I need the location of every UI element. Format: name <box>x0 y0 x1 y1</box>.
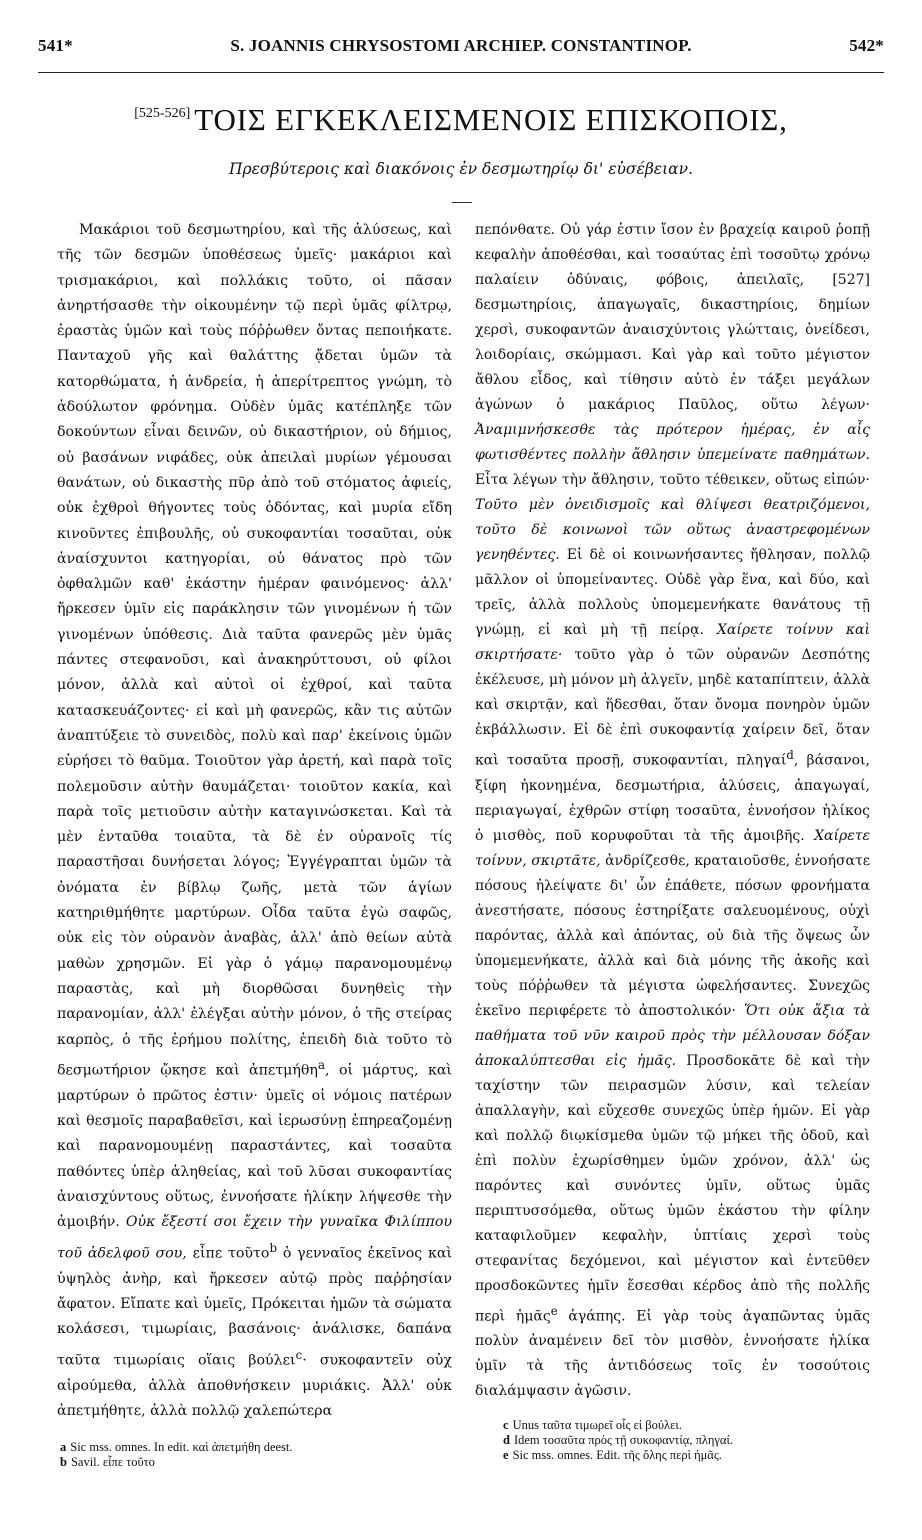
left-column <box>57 218 452 1424</box>
footnote-ref-c: c <box>295 1347 303 1362</box>
footnote-text: Unus ταῦτα τιμωρεῖ οἷς εἰ βούλει. <box>512 1418 682 1432</box>
footnote-ref-a: a <box>317 1057 325 1072</box>
right-text-3: Εἰ δὲ οἱ κοινωνήσαντες ἤθλησαν, πολλῷ μᾶλλον οἱ ὑπομείναντες. Οὐδὲ γὰρ ἕνα, καὶ δύο, καὶ τρεῖς, ἀλλὰ πολλοὺς ὑπομεμενήκατε θανάτους τῇ γνώμῃ, εἰ καὶ μὴ τῇ πείρᾳ. <box>475 547 870 638</box>
left-text-3: εἶπε τοῦτο <box>186 1245 270 1262</box>
footnote <box>503 1433 893 1448</box>
footnote-mark: e <box>503 1448 509 1462</box>
footnote-text: Sic mss. omnes. Edit. τῆς ὅλης περὶ ἡμᾶς. <box>512 1448 722 1462</box>
right-text-5: , βάσανοι, ξίφη ἠκονημένα, δεσμωτήρια, ἁλύσεις, ἀπαγωγαί, περιαγωγαί, ἐχθρῶν στίφη τοσαῦτα, ἐννοήσον ἡλίκος ὁ μισθὸς, ποῦ κορυφοῦται τὰ τῆς ἀμοιβῆς. <box>475 752 870 844</box>
left-text-5: · συκοφαντεῖν οὐχ αἱρούμεθα, ἀλλὰ ἀποθνήσκειν μυριάκις. Ἀλλ' οὐκ ἀπετμήθητε, ἀλλὰ πολλῷ χαλεπώτερα <box>57 1352 452 1419</box>
quote-matthew-5-12: Χαίρετε τοίνυν καὶ σκιρτήσατε· <box>475 622 870 663</box>
page-number-left: 541* <box>38 36 73 55</box>
right-column <box>475 218 870 1404</box>
quote-hebrews-10-33: Τοῦτο μὲν ὀνειδισμοῖς καὶ θλίψεσι θεατριζόμενοι, τοῦτο δὲ κοινωνοὶ τῶν οὕτως ἀναστρεφομένων γενηθέντες. <box>475 497 870 563</box>
footnote <box>60 1455 450 1470</box>
section-divider <box>452 202 472 203</box>
left-text-2: , οἱ μάρτυς, καὶ μαρτύρων ὁ πρῶτος ἐστιν· ὑμεῖς οἱ νόμοις πατέρων καὶ θεσμοῖς παραβαθεῖσι, καὶ ἱερωσύνῃ ἐπηρεαζομένῃ καὶ παρανομουμένῃ παραστάντες, καὶ τοσαῦτα παθόντες ὑπὲρ ἀληθείας, καὶ τοῦ λῦσαι συκοφαντίας ἀναισχύντους οὕτως, ἐννοήσατε ἡλίκην λήψεσθε τὴν ἀμοιβήν. <box>57 1062 452 1231</box>
footnote-mark: d <box>503 1433 510 1447</box>
quote-rejoice: Χαίρετε τοίνυν, σκιρτᾶτε, <box>475 827 870 869</box>
footnote-ref-b: b <box>269 1240 278 1255</box>
footnote-ref-e: e <box>550 1303 558 1318</box>
left-text-1: Μακάριοι τοῦ δεσμωτηρίου, καὶ τῆς ἁλύσεως, καὶ τῆς τῶν δεσμῶν ὑποθέσεως ὑμεῖς· μακάριοι καὶ τρισμακάριοι, καὶ πολλάκις τοῦτο, οἱ πᾶσαν ἀνηρτήσασθε τὴν οἰκουμένην τῷ περὶ ὑμᾶς φίλτρῳ, ἐραστὰς ὑμῶν καὶ τοὺς πόῤῥωθεν ὄντας πεποιήκατε. Πανταχοῦ γῆς καὶ θαλάττης ᾄδεται ὑμῶν τὰ κατορθώματα, ἡ ἀνδρεία, ἡ ἀπερίτρεπτος γνώμη, τὸ ἀδούλωτον φρόνημα. Οὐδὲν ὑμᾶς κατέπληξε τῶν δοκούντων εἶναι δεινῶν, οὐ δικαστήριον, οὐ δήμιος, οὐ βασάνων νιφάδες, οὐκ ἀπειλαὶ μυρίων γέμουσαι θανάτων, οὐ δικαστὴς πῦρ ἀπὸ τοῦ στόματος ἀφιείς, οὐκ ἐχθροὶ θήγοντες τοὺς ὀδόντας, καὶ μυρία εἴδη κινοῦντες ἐπιβουλῆς, οὐ συκοφαντίαι τοσαῦται, οὐκ ἀναίσχυντοι κατηγορίαι, οὐ θάνατος πρὸ τῶν ὀφθαλμῶν καθ' ἑκάστην ἡμέραν φαινόμενος· ἀλλ' ἤρκεσεν ὑμῖν εἰς παράκλησιν τῶν γινομένων ἡ τῶν γινομένων ὑπόθεσις. Διὰ ταῦτα φανερῶς μὲν ὑμᾶς πάντες στεφανοῦσι, καὶ ἀνακηρύττουσι, οὐ φίλοι μόνον, ἀλλὰ καὶ αὐτοὶ οἱ ἐχθροί, καὶ ταῦτα κατασκευάζοντες· εἰ καὶ μὴ φανερῶς, κἂν τις αὐτῶν ἀναπτύξειε τὸ συνειδὸς, πολὺ καὶ παρ' ἐκείνοις ὑμῶν εὑρήσει τὸ θαῦμα. Τοιοῦτον γὰρ ἀρετή, καὶ παρὰ τοῖς πολεμοῦσιν αὐτὴν θαυμάζεται· τοιοῦτον κακία, καὶ παρὰ τοῖς μετιοῦσιν αὐτὴν καταγινώσκεται. Καὶ τὰ μὲν ἐνταῦθα τοιαῦτα, τὰ δὲ ἐν οὐρανοῖς τίς παραστῆσαι δυνήσεται λόγος; Ἐγγέγραπται ὑμῶν τὰ ὀνόματα ἐν βίβλῳ ζωῆς, μετὰ τῶν ἁγίων κατηριθμήθητε μαρτύρων. Οἶδα ταῦτα ἐγὼ σαφῶς, οὐκ εἰς τὸν οὐρανὸν ἀναβὰς, ἀλλ' ἀπὸ θείων αὐτὰ μαθὼν χρησμῶν. Εἰ γὰρ ὁ γάμῳ παρανομουμένῳ παραστὰς, καὶ μὴ διορθῶσαι δυνηθεὶς τὴν παρανομίαν, ἀλλ' ἐλέγξαι αὐτὴν μόνον, ὁ τῆς στείρας καρπὸς, ὁ τῆς ἐρήμου πολίτης, ἐπειδὴ διὰ τοῦτο τὸ δεσμωτήριον ᾤκησε καὶ ἀπετμήθη <box>57 222 452 1079</box>
right-text-8: ἀγάπης. Εἰ γὰρ τοὺς ἀγαπῶντας ὑμᾶς πολὺν ἀναμένειν δεῖ τὸν μισθὸν, ἐννοήσατε ἡλίκα ὑμῖν τὰ τῆς ἀντιδόσεως τοῖς ἐν τοσούτοις διαλάμψασιν ἀγῶσιν. <box>475 1308 870 1400</box>
footnote-mark: b <box>60 1455 67 1469</box>
running-head <box>38 36 884 64</box>
footnote-mark: a <box>60 1440 67 1454</box>
footnote <box>503 1418 893 1433</box>
page-number-right: 542* <box>849 36 884 55</box>
right-text-6: ἀνδρίζεσθε, κραταιοῦσθε, ἐννοήσατε πόσους ἠλείψατε δι' ὧν ἐπάθετε, πόσων φρονήματα ἀνεστήσατε, πόσους ἐστηρίξατε σαλευομένους, οὐχὶ παρόντας, ἀλλὰ καὶ ἀπόντας, οὐ διὰ τῆς ὄψεως ὧν ὑπομεμενήκατε, ἀλλὰ καὶ διὰ μόνης τῆς ἀκοῆς καὶ τοὺς πόῤῥωθεν τὰ μέγιστα ὠφελήσαντες. Συνεχῶς ἐκεῖνο περιφέρετε τὸ ἀποστολικόν· <box>475 852 870 1019</box>
right-text-1: πεπόνθατε. Οὐ γάρ ἐστιν ἴσον ἐν βραχείᾳ καιροῦ ῥοπῇ κεφαλὴν ἀποθέσθαι, καὶ τοσαύτας ἐπὶ τοσοῦτῳ χρόνῳ παλαίειν ὀδύναις, φόβοις, ἀπειλαῖς, [527] δεσμωτηρίοις, ἀπαγωγαῖς, δικαστηρίοις, δημίων χερσὶ, συκοφαντῶν ἀναισχύντοις γλώτταις, ὀνείδεσι, λοιδορίαις, σκώμμασι. Καὶ γὰρ καὶ τοῦτο μέγιστον ἄθλου εἶδος, καὶ τίθησιν αὐτὸ ἐν τάξει μεγάλων ἀγώνων ὁ μακάριος Παῦλος, οὕτω λέγων· <box>475 222 870 413</box>
quote-romans-8-18: Ὅτι οὐκ ἄξια τὰ παθήματα τοῦ νῦν καιροῦ πρὸς τὴν μέλλουσαν δόξαν ἀποκαλύπτεσθαι εἰς ἡμᾶς. <box>475 1002 871 1069</box>
footnote <box>60 1440 450 1455</box>
right-paragraph <box>475 218 870 1404</box>
right-text-4: τοῦτο γὰρ ὁ τῶν οὐρανῶν Δεσπότης ἐκέλευσε, μὴ μόνον μὴ ἀλγεῖν, μηδὲ καταπίπτειν, ἀλλὰ καὶ σκιρτᾷν, καὶ ἥδεσθαι, ὅταν ὄνομα πονηρὸν ὑμῶν ἐκβάλλωσιν. Εἰ δὲ ἐπὶ συκοφαντίᾳ χαίρειν δεῖ, ὅταν καὶ τοσαῦτα προσῇ, συκοφαντίαι, πληγαί <box>475 647 870 769</box>
footnotes-right <box>503 1418 893 1463</box>
quote-hebrews-10-32: Ἀναμιμνήσκεσθε τὰς πρότερον ἡμέρας, ἐν αἷς φωτισθέντες πολλὴν ἄθλησιν ὑπεμείνατε παθημάτων. <box>475 422 870 463</box>
main-title: ΤΟΙΣ ΕΓΚΕΚΛΕΙΣΜΕΝΟΙΣ ΕΠΙΣΚΟΠΟΙΣ, <box>194 102 788 137</box>
page-reference: [525-526] <box>134 106 191 121</box>
section-title <box>60 102 862 148</box>
header-rule <box>38 72 884 73</box>
footnote-text: Sic mss. omnes. In edit. καὶ ἀπετμήθη deest. <box>70 1440 293 1454</box>
running-title: S. JOANNIS CHRYSOSTOMI ARCHIEP. CONSTANTINOP. <box>230 36 692 55</box>
left-text-4: ὁ γενναῖος ἐκεῖνος καὶ ὑψηλὸς ἀνὴρ, καὶ ἤρκεσεν αὐτῷ πρὸς παῤῥησίαν ἄφατον. Εἴπατε καὶ ὑμεῖς, Πρόκειται ἡμῶν τὰ σώματα κολάσεσι, τιμωρίαις, βασάνοις· ἀνάλισκε, δαπάνα ταῦτα τιμωρίαις οἵαις βούλει <box>57 1245 453 1369</box>
footnotes-left <box>60 1440 450 1470</box>
footnote-ref-d: d <box>786 748 794 762</box>
footnote <box>503 1448 893 1463</box>
footnote-mark: c <box>503 1418 509 1432</box>
quote-mark-6-18: Οὐκ ἔξεστί σοι ἔχειν τὴν γυναῖκα Φιλίππου τοῦ ἀδελφοῦ σου, <box>57 1214 452 1262</box>
left-paragraph <box>57 218 452 1424</box>
subtitle: Πρεσβύτεροις καὶ διακόνοις ἐν δεσμωτηρίῳ δι' εὐσέβειαν. <box>228 160 694 178</box>
right-text-2: Εἶτα λέγων τὴν ἄθλησιν, τοῦτο τέθεικεν, οὕτως εἰπών· <box>475 472 870 488</box>
footnote-text: Savil. εἶπε τοῦτο <box>70 1455 155 1469</box>
footnote-text: Idem τοσαῦτα πρὸς τῇ συκοφαντίᾳ, πληγαί. <box>513 1433 733 1447</box>
right-text-7: Προσδοκᾶτε δὲ καὶ τὴν ταχίστην τῶν πειρασμῶν λύσιν, καὶ τελείαν ἀπαλλαγὴν, καὶ εὔχεσθε συνεχῶς ὑπὲρ ἡμῶν. Εἰ γὰρ καὶ πολλῷ διῳκίσμεθα ὑμῶν τῷ μήκει τῆς ὁδοῦ, καὶ ἐπὶ πολὺν ἐχωρίσθημεν ὑμῶν χρόνον, ἀλλ' ὡς παρόντες καὶ συνόντες ὑμῖν, οὕτως ὑμᾶς περιπτυσσόμεθα, οὕτως ὑμῶν ἑκάστου τὴν φίλην καταφιλοῦμεν κεφαλὴν, ὑπτίαις χερσὶ τοὺς στεφανίτας δεχόμενοι, καὶ μέγιστον καὶ ἐντεῦθεν προσδοκῶντες ἡμῖν ἔσεσθαι κέρδος ἀπὸ τῆς πολλῆς περὶ ἡμᾶς <box>475 1052 870 1325</box>
